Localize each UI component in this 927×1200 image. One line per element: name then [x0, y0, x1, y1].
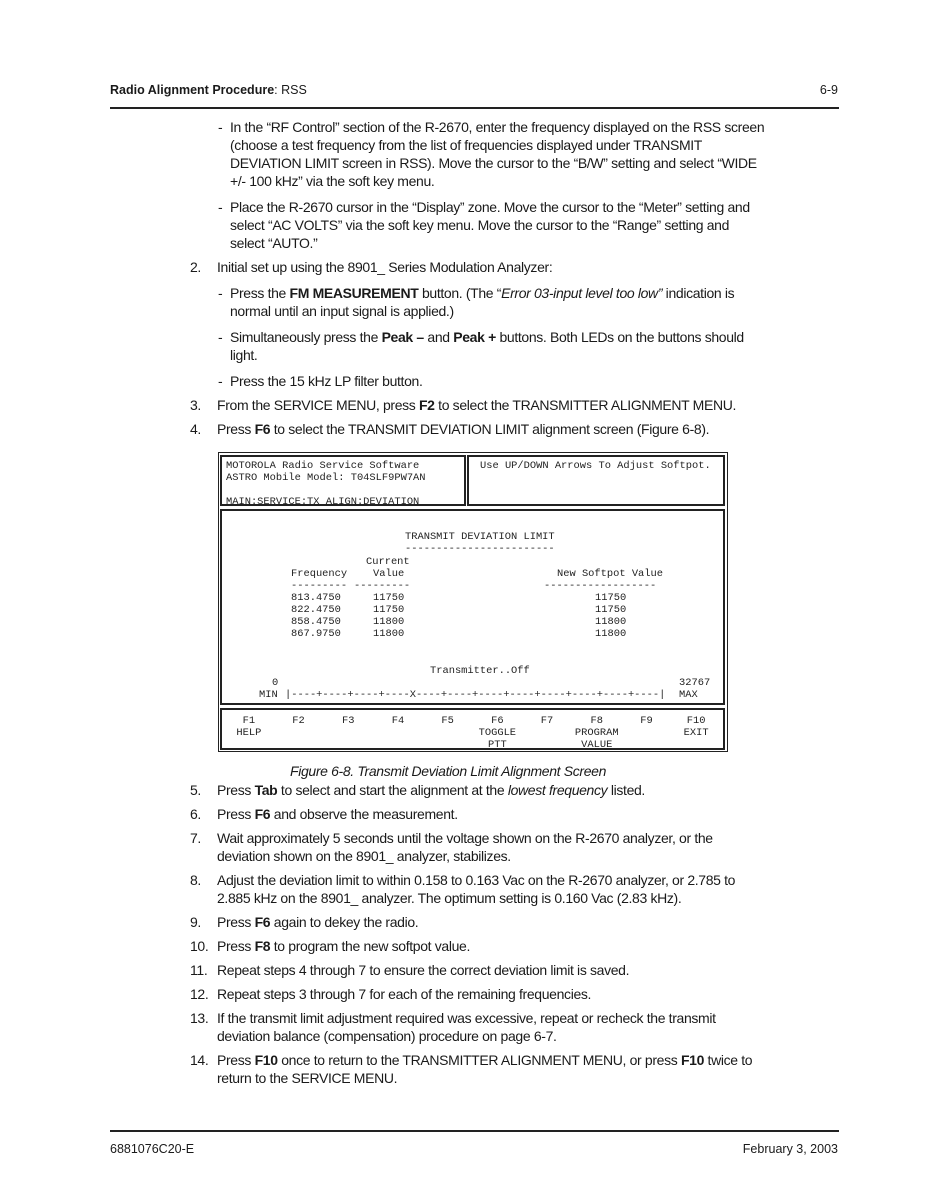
bold-text: F10	[254, 1052, 278, 1068]
step-text: Press	[217, 421, 255, 437]
fkey-name: F9	[640, 715, 653, 727]
fkey-name: F3	[342, 715, 355, 727]
function-key-bar	[220, 708, 725, 750]
rss-screen-figure	[218, 452, 728, 752]
fkey-f8[interactable]	[572, 715, 622, 751]
fkey-f6[interactable]	[473, 715, 523, 751]
scale-max-value: 32767	[679, 677, 711, 689]
publication-date: February 3, 2003	[742, 1142, 838, 1156]
page-number: 6-9	[819, 83, 838, 97]
bold-text: FM MEASUREMENT	[289, 285, 419, 301]
fkey-name: F4	[391, 715, 405, 727]
header-title: Radio Alignment Procedure	[110, 83, 275, 97]
rss-hint-panel	[467, 455, 725, 506]
step-text: once to return to the TRANSMITTER ALIGNMENT MENU, or press	[277, 1052, 681, 1068]
step-text: Repeat steps 4 through 7 to ensure the correct deviation limit is saved.	[217, 962, 630, 978]
row-frequency: 813.4750	[291, 592, 341, 604]
fkey-f2[interactable]	[274, 715, 324, 751]
step-text: Press the	[230, 285, 290, 301]
step-text: twice to return to the SERVICE MENU.	[217, 1052, 753, 1086]
step-text: In the “RF Control” section of the R-2670, enter the frequency displayed on the RSS screen (choose a test frequency from the list of frequencies displayed under TRANSMIT DEVIATION LIMIT screen in RSS). Move the cursor to the “B/W” setting and select “WIDE +/- 100 kHz” via the soft key menu.	[230, 119, 765, 189]
step-text: Simultaneously press the	[230, 329, 382, 345]
row-current-value: 11800	[373, 628, 405, 640]
step-number: 9.	[190, 914, 201, 930]
fkey-name: F2	[292, 715, 305, 727]
sub-step	[190, 118, 850, 190]
info-line: ASTRO Mobile Model: T04SLF9PW7AN	[226, 472, 426, 484]
sub-step	[190, 198, 850, 252]
softpot-scale-bar[interactable]: |----+----+----+----X----+----+----+----+----+----+----+----|	[285, 689, 666, 701]
scale-max-label: MAX	[679, 689, 698, 701]
bold-text: F6	[254, 421, 271, 437]
bullet-dash: -	[218, 285, 223, 301]
step-text: listed.	[607, 782, 645, 798]
step-text: Press	[217, 782, 255, 798]
row-frequency: 867.9750	[291, 628, 341, 640]
breadcrumb: MAIN:SERVICE:TX ALIGN:DEVIATION	[226, 496, 420, 508]
step-text: Press	[217, 1052, 255, 1068]
step-text: to select the TRANSMITTER ALIGNMENT MENU.	[434, 397, 737, 413]
numbered-step	[190, 871, 850, 907]
step-text: button. (The “	[418, 285, 502, 301]
numbered-step	[190, 420, 850, 438]
step-number: 3.	[190, 397, 201, 413]
step-number: 13.	[190, 1010, 209, 1026]
fkey-name: F1	[242, 715, 256, 727]
col-rule: ---------	[354, 580, 411, 592]
col-header-current: Current	[366, 556, 410, 568]
scale-min-value: 0	[272, 677, 279, 689]
sub-step	[190, 284, 850, 320]
row-current-value: 11750	[373, 604, 405, 616]
numbered-step	[190, 1009, 850, 1045]
numbered-step	[190, 805, 850, 823]
step-text: to select the TRANSMIT DEVIATION LIMIT alignment screen (Figure 6-8).	[270, 421, 710, 437]
screen-title: TRANSMIT DEVIATION LIMIT	[405, 531, 555, 543]
numbered-step	[190, 985, 850, 1003]
col-header-new-softpot: New Softpot Value	[557, 568, 664, 580]
step-number: 10.	[190, 938, 209, 954]
step-text: Press	[217, 806, 255, 822]
step-text: Repeat steps 3 through 7 for each of the remaining frequencies.	[217, 986, 592, 1002]
numbered-step	[190, 937, 850, 955]
row-current-value: 11750	[373, 592, 405, 604]
step-number: 6.	[190, 806, 201, 822]
fkey-name: F10	[686, 715, 706, 727]
step-number: 4.	[190, 421, 201, 437]
step-text: Adjust the deviation limit to within 0.158 to 0.163 Vac on the R-2670 analyzer, or 2.785 to 2.885 kHz on the 8901_ analyzer. The optimum setting is 0.160 Vac (2.83 kHz).	[217, 872, 736, 906]
steps-list-before	[190, 118, 850, 438]
bold-text: F10	[680, 1052, 705, 1068]
step-number: 11.	[190, 962, 208, 978]
row-new-softpot-value: 11750	[595, 604, 627, 616]
fkey-f9[interactable]	[622, 715, 672, 751]
step-text: and observe the measurement.	[270, 806, 458, 822]
header-rule	[110, 107, 839, 109]
col-rule: ------------------	[544, 580, 657, 592]
step-text: to select and start the alignment at the	[277, 782, 508, 798]
step-text: and	[423, 329, 454, 345]
bullet-dash: -	[218, 199, 223, 215]
numbered-step	[190, 961, 850, 979]
step-text: again to dekey the radio.	[270, 914, 419, 930]
rss-main-panel	[220, 509, 725, 705]
row-new-softpot-value: 11750	[595, 592, 627, 604]
step-text: Wait approximately 5 seconds until the voltage shown on the R-2670 analyzer, or the deviation shown on the 8901_ analyzer, stabilizes.	[217, 830, 713, 864]
numbered-step	[190, 913, 850, 931]
bold-text: F2	[418, 397, 435, 413]
bold-text: Peak +	[453, 329, 496, 345]
step-text: indication is normal until an input signal is applied.)	[230, 285, 735, 319]
step-number: 14.	[190, 1052, 209, 1068]
step-text: Place the R-2670 cursor in the “Display” zone. Move the cursor to the “Meter” setting and select “AC VOLTS” via the soft key menu. Move the cursor to the “Range” setting and select “AUTO.”	[230, 199, 750, 251]
fkey-name: F8	[590, 715, 603, 727]
fkey-label: EXIT	[683, 727, 709, 739]
scale-min-label: MIN	[259, 689, 278, 701]
col-header-value: Value	[373, 568, 405, 580]
step-text: If the transmit limit adjustment required was excessive, repeat or recheck the transmit deviation balance (compensation) procedure on page 6-7.	[217, 1010, 716, 1044]
numbered-step	[190, 1051, 850, 1087]
row-frequency: 822.4750	[291, 604, 341, 616]
fkey-name: F7	[540, 715, 554, 727]
italic-text: Error 03-input level too low”	[501, 285, 663, 301]
bullet-dash: -	[218, 373, 223, 389]
figure-caption: Figure 6-8. Transmit Deviation Limit Alignment Screen	[290, 763, 607, 779]
bold-text: Tab	[254, 782, 278, 798]
bold-text: F6	[254, 806, 271, 822]
fkey-f5[interactable]	[423, 715, 473, 751]
fkey-name: F5	[441, 715, 454, 727]
step-number: 5.	[190, 782, 201, 798]
fkey-label: HELP	[236, 727, 262, 739]
step-text: From the SERVICE MENU, press	[217, 397, 419, 413]
info-line: MOTOROLA Radio Service Software	[226, 460, 420, 472]
fkey-f1[interactable]	[224, 715, 274, 751]
step-text: Initial set up using the 8901_ Series Modulation Analyzer:	[217, 259, 553, 275]
document-number: 6881076C20-E	[110, 1142, 195, 1156]
step-text: to program the new softpot value.	[270, 938, 470, 954]
page-header	[110, 83, 838, 97]
title-underline: ------------------------	[405, 543, 555, 555]
col-header-frequency: Frequency	[291, 568, 348, 580]
hint-text: Use UP/DOWN Arrows To Adjust Softpot.	[480, 460, 711, 472]
step-text: Press the 15 kHz LP filter button.	[230, 373, 423, 389]
header-subtitle: : RSS	[274, 83, 307, 97]
bullet-dash: -	[218, 119, 223, 135]
step-number: 7.	[190, 830, 201, 846]
step-text: Press	[217, 938, 255, 954]
step-number: 12.	[190, 986, 209, 1002]
fkey-label: TOGGLE PTT	[478, 727, 517, 751]
step-number: 2.	[190, 259, 201, 275]
fkey-f3[interactable]	[323, 715, 373, 751]
numbered-step	[190, 829, 850, 865]
footer-rule	[110, 1130, 839, 1132]
page-footer	[110, 1142, 838, 1156]
row-current-value: 11800	[373, 616, 405, 628]
row-frequency: 858.4750	[291, 616, 341, 628]
row-new-softpot-value: 11800	[595, 628, 627, 640]
step-number: 8.	[190, 872, 201, 888]
steps-list-after	[190, 781, 850, 1087]
row-new-softpot-value: 11800	[595, 616, 627, 628]
step-text: Press	[217, 914, 255, 930]
numbered-step	[190, 781, 850, 799]
fkey-f4[interactable]	[373, 715, 423, 751]
fkey-f7[interactable]	[522, 715, 572, 751]
sub-step	[190, 372, 850, 390]
sub-step	[190, 328, 850, 364]
transmitter-status: Transmitter..Off	[430, 665, 530, 677]
italic-text: lowest frequency	[507, 782, 608, 798]
bold-text: F6	[254, 914, 271, 930]
step-text: buttons. Both LEDs on the buttons should light.	[230, 329, 744, 363]
bold-text: Peak –	[381, 329, 424, 345]
numbered-step	[190, 258, 850, 276]
bold-text: F8	[254, 938, 271, 954]
bullet-dash: -	[218, 329, 223, 345]
col-rule: ---------	[291, 580, 348, 592]
fkey-name: F6	[491, 715, 504, 727]
rss-info-panel	[220, 455, 466, 506]
fkey-f10[interactable]	[671, 715, 721, 751]
fkey-label: PROGRAM VALUE	[574, 727, 619, 751]
numbered-step	[190, 396, 850, 414]
